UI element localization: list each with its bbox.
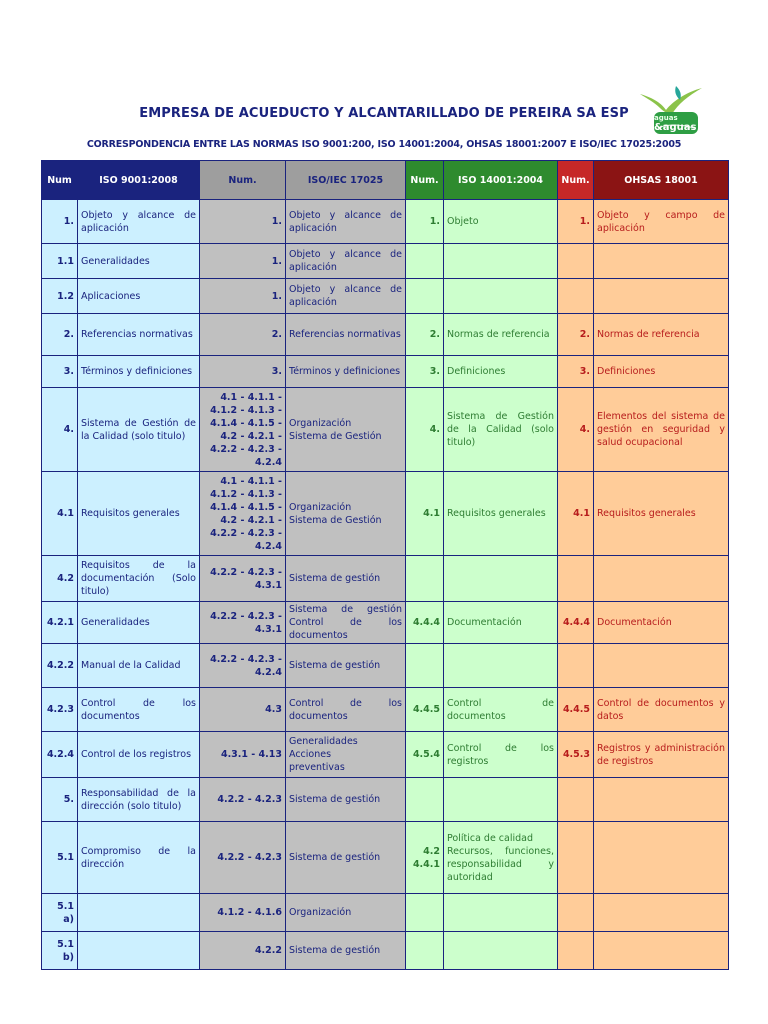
- cell-num-ohsas: [558, 778, 594, 822]
- cell-num-iec17025: [200, 472, 286, 556]
- cell-text: Manual de la Calidad: [81, 660, 181, 671]
- cell-iso9001: [78, 279, 200, 314]
- cell-text: Compromiso de la dirección: [81, 845, 196, 870]
- cell-num-ohsas: [558, 200, 594, 244]
- cell-text: Requisitos generales: [597, 508, 696, 519]
- cell-text: 4.1 - 4.1.1 - 4.1.2 - 4.1.3 - 4.1.4 - 4.1.5 - 4.2 - 4.2.1 - 4.2.2 - 4.2.3 - 4.2.4: [210, 475, 282, 552]
- cell-text: Elementos del sistema de gestión en seguridad y salud ocupacional: [597, 411, 725, 448]
- cell-text: Objeto y alcance de aplicación: [289, 284, 402, 308]
- correspondence-table: [41, 160, 729, 970]
- cell-num-iso14001: [406, 356, 444, 388]
- cell-num-iso14001: [406, 388, 444, 472]
- cell-iec17025: [286, 200, 406, 244]
- cell-iec17025: [286, 356, 406, 388]
- cell-text: Control de los registros: [447, 742, 554, 767]
- cell-num-iso14001: [406, 894, 444, 932]
- cell-num-iso9001: [42, 556, 78, 602]
- cell-text: 4.: [63, 424, 74, 435]
- table-row: [42, 602, 729, 644]
- table-row: [42, 356, 729, 388]
- cell-iso9001: [78, 822, 200, 894]
- cell-text: Organización Sistema de Gestión: [289, 417, 382, 442]
- cell-ohsas: [594, 388, 729, 472]
- table-row: [42, 388, 729, 472]
- header-num-iso14001: Num.: [406, 161, 444, 200]
- cell-text: Generalidades Acciones preventivas: [289, 736, 358, 773]
- cell-text: Objeto y alcance de aplicación: [289, 249, 402, 273]
- table-row: [42, 279, 729, 314]
- cell-text: 4.1: [57, 508, 74, 519]
- cell-num-iso9001: [42, 244, 78, 279]
- cell-iec17025: [286, 602, 406, 644]
- cell-num-iso9001: [42, 279, 78, 314]
- cell-num-iso14001: [406, 732, 444, 778]
- cell-num-iso14001: [406, 932, 444, 970]
- cell-num-iec17025: [200, 644, 286, 688]
- cell-text: 4.2.2 - 4.2.3 - 4.3.1: [210, 566, 282, 591]
- cell-num-iso14001: [406, 688, 444, 732]
- table-row: [42, 732, 729, 778]
- cell-num-ohsas: [558, 602, 594, 644]
- cell-num-ohsas: [558, 244, 594, 279]
- cell-iso9001: [78, 244, 200, 279]
- cell-text: Sistema de gestión Control de los documentos: [289, 604, 402, 641]
- cell-num-ohsas: [558, 732, 594, 778]
- cell-text: Definiciones: [597, 366, 656, 377]
- cell-text: 5.1 a): [57, 900, 74, 925]
- cell-text: Control de documentos y datos: [597, 697, 725, 722]
- cell-text: 2.: [429, 329, 440, 340]
- cell-text: 4.2.4: [46, 749, 74, 760]
- header-iso9001: ISO 9001:2008: [78, 161, 200, 200]
- cell-text: 2.: [579, 329, 590, 340]
- cell-text: Registros y administración de registros: [597, 742, 725, 767]
- cell-num-iec17025: [200, 200, 286, 244]
- cell-text: Sistema de gestión: [289, 794, 381, 805]
- cell-text: Normas de referencia: [447, 329, 550, 340]
- cell-text: 1.: [579, 216, 590, 227]
- cell-text: Sistema de gestión: [289, 660, 381, 671]
- cell-num-iso9001: [42, 314, 78, 356]
- cell-text: 4.5.4: [412, 749, 440, 760]
- cell-ohsas: [594, 932, 729, 970]
- cell-iec17025: [286, 688, 406, 732]
- cell-num-iso9001: [42, 388, 78, 472]
- cell-num-iec17025: [200, 894, 286, 932]
- cell-ohsas: [594, 688, 729, 732]
- cell-text: Control de los registros: [81, 749, 192, 760]
- cell-text: Requisitos generales: [81, 508, 180, 519]
- table-row: [42, 822, 729, 894]
- cell-text: Organización: [289, 907, 352, 918]
- cell-num-ohsas: [558, 894, 594, 932]
- logo-text-line2: &aguas: [654, 122, 697, 133]
- table-row: [42, 932, 729, 970]
- cell-text: 4.: [579, 424, 590, 435]
- cell-ohsas: [594, 556, 729, 602]
- cell-num-iec17025: [200, 932, 286, 970]
- cell-text: 5.: [63, 794, 74, 805]
- cell-num-ohsas: [558, 644, 594, 688]
- header-num-iec17025: Num.: [200, 161, 286, 200]
- logo-text-line1: aguas: [654, 114, 678, 122]
- cell-iso14001: [444, 894, 558, 932]
- cell-iso14001: [444, 602, 558, 644]
- cell-iec17025: [286, 314, 406, 356]
- cell-text: Objeto y alcance de aplicación: [81, 209, 196, 234]
- cell-num-ohsas: [558, 688, 594, 732]
- cell-num-iso14001: [406, 200, 444, 244]
- table-row: [42, 644, 729, 688]
- cell-ohsas: [594, 244, 729, 279]
- cell-iso9001: [78, 388, 200, 472]
- cell-text: Objeto: [447, 216, 479, 227]
- cell-text: 4.3: [265, 704, 282, 715]
- cell-text: Referencias normativas: [289, 329, 401, 340]
- cell-iso14001: [444, 688, 558, 732]
- cell-text: 4.2 4.4.1: [412, 845, 440, 870]
- cell-iec17025: [286, 822, 406, 894]
- cell-text: 2.: [63, 329, 74, 340]
- cell-text: 4.5.3: [562, 749, 590, 760]
- table-row: [42, 314, 729, 356]
- cell-text: 4.2.2: [46, 660, 74, 671]
- header-num-iso9001: Num: [42, 161, 78, 200]
- cell-num-iso9001: [42, 932, 78, 970]
- cell-text: 4.2: [57, 573, 74, 584]
- cell-text: 4.1.2 - 4.1.6: [217, 907, 282, 918]
- cell-iso14001: [444, 279, 558, 314]
- table-body: [42, 200, 729, 970]
- cell-num-iso14001: [406, 472, 444, 556]
- cell-num-ohsas: [558, 932, 594, 970]
- cell-ohsas: [594, 356, 729, 388]
- cell-num-iso9001: [42, 200, 78, 244]
- cell-text: 1.: [63, 216, 74, 227]
- cell-text: Términos y definiciones: [289, 366, 401, 377]
- cell-iec17025: [286, 472, 406, 556]
- cell-num-iso9001: [42, 732, 78, 778]
- cell-iso14001: [444, 644, 558, 688]
- cell-iec17025: [286, 556, 406, 602]
- cell-iso14001: [444, 244, 558, 279]
- cell-text: 4.1 - 4.1.1 - 4.1.2 - 4.1.3 - 4.1.4 - 4.1.5 - 4.2 - 4.2.1 - 4.2.2 - 4.2.3 - 4.2.4: [210, 391, 282, 468]
- cell-iso9001: [78, 644, 200, 688]
- cell-text: Aplicaciones: [81, 290, 141, 302]
- cell-text: Generalidades: [81, 255, 150, 267]
- cell-num-ohsas: [558, 279, 594, 314]
- cell-text: 1.: [271, 290, 282, 302]
- cell-iec17025: [286, 932, 406, 970]
- cell-ohsas: [594, 732, 729, 778]
- cell-num-iec17025: [200, 602, 286, 644]
- cell-num-iec17025: [200, 314, 286, 356]
- page-subtitle: CORRESPONDENCIA ENTRE LAS NORMAS ISO 9001:200, ISO 14001:2004, OHSAS 18001:2007 E ISO/IEC 17025:2005: [86, 139, 682, 150]
- cell-text: 4.2.2 - 4.2.3 - 4.2.4: [210, 653, 282, 678]
- cell-num-iec17025: [200, 732, 286, 778]
- cell-ohsas: [594, 472, 729, 556]
- cell-iso14001: [444, 472, 558, 556]
- cell-num-iso9001: [42, 778, 78, 822]
- table-row: [42, 688, 729, 732]
- cell-num-iso9001: [42, 356, 78, 388]
- cell-num-iso9001: [42, 688, 78, 732]
- cell-text: 4.2.1: [46, 617, 74, 628]
- cell-iso14001: [444, 822, 558, 894]
- cell-num-iso9001: [42, 644, 78, 688]
- cell-text: 1.: [271, 216, 282, 227]
- header-ohsas: OHSAS 18001: [594, 161, 729, 200]
- cell-text: Control de documentos: [447, 697, 554, 722]
- cell-num-iso14001: [406, 602, 444, 644]
- cell-iso14001: [444, 778, 558, 822]
- cell-text: Sistema de Gestión de la Calidad (solo titulo): [81, 417, 196, 442]
- cell-iec17025: [286, 644, 406, 688]
- cell-num-iso14001: [406, 556, 444, 602]
- table-row: [42, 556, 729, 602]
- cell-iso9001: [78, 778, 200, 822]
- cell-text: Generalidades: [81, 617, 150, 628]
- cell-num-iso14001: [406, 279, 444, 314]
- cell-iso9001: [78, 472, 200, 556]
- cell-text: Sistema de gestión: [289, 573, 381, 584]
- cell-text: 4.4.4: [562, 617, 590, 628]
- header-num-ohsas: Num.: [558, 161, 594, 200]
- cell-iso14001: [444, 388, 558, 472]
- cell-text: 5.1: [57, 852, 74, 863]
- cell-text: Control de los documentos: [81, 697, 196, 722]
- cell-text: Sistema de gestión: [289, 945, 381, 956]
- cell-text: 4.: [429, 424, 440, 435]
- cell-iec17025: [286, 244, 406, 279]
- cell-iec17025: [286, 894, 406, 932]
- cell-text: 4.4.5: [562, 704, 590, 715]
- cell-text: Normas de referencia: [597, 329, 700, 340]
- page-title: EMPRESA DE ACUEDUCTO Y ALCANTARILLADO DE PEREIRA SA ESP: [139, 106, 629, 121]
- cell-num-ohsas: [558, 556, 594, 602]
- cell-text: 3.: [429, 366, 440, 377]
- table-row: [42, 244, 729, 279]
- cell-text: 4.3.1 - 4.13: [220, 749, 282, 760]
- header-iso14001: ISO 14001:2004: [444, 161, 558, 200]
- cell-num-ohsas: [558, 472, 594, 556]
- cell-text: 5.1 b): [57, 938, 74, 963]
- cell-text: Objeto y alcance de aplicación: [289, 209, 402, 234]
- cell-num-iec17025: [200, 279, 286, 314]
- cell-ohsas: [594, 279, 729, 314]
- cell-num-iso9001: [42, 602, 78, 644]
- cell-text: Referencias normativas: [81, 329, 193, 340]
- cell-text: Responsabilidad de la dirección (solo titulo): [81, 787, 196, 812]
- cell-text: Términos y definiciones: [81, 366, 193, 377]
- cell-num-iso14001: [406, 244, 444, 279]
- cell-iso9001: [78, 894, 200, 932]
- cell-text: Definiciones: [447, 366, 506, 377]
- cell-num-iec17025: [200, 822, 286, 894]
- cell-num-iec17025: [200, 244, 286, 279]
- cell-num-iso9001: [42, 894, 78, 932]
- cell-num-iso14001: [406, 822, 444, 894]
- cell-ohsas: [594, 894, 729, 932]
- cell-num-ohsas: [558, 822, 594, 894]
- cell-iso14001: [444, 356, 558, 388]
- cell-iso14001: [444, 732, 558, 778]
- table-row: [42, 200, 729, 244]
- cell-text: Política de calidad Recursos, funciones, responsabilidad y autoridad: [447, 832, 554, 883]
- cell-text: Control de los documentos: [289, 697, 402, 722]
- cell-text: Documentación: [597, 617, 672, 628]
- cell-text: 3.: [271, 366, 282, 377]
- cell-text: 4.4.5: [412, 704, 440, 715]
- cell-iso14001: [444, 556, 558, 602]
- cell-iec17025: [286, 388, 406, 472]
- cell-num-iso9001: [42, 472, 78, 556]
- cell-text: 1.1: [57, 255, 74, 267]
- cell-iso9001: [78, 200, 200, 244]
- cell-text: 1.2: [57, 290, 74, 302]
- cell-text: 4.2.3: [46, 704, 74, 715]
- cell-ohsas: [594, 200, 729, 244]
- cell-text: 4.1: [573, 508, 590, 519]
- cell-text: 1.: [271, 255, 282, 267]
- cell-num-iec17025: [200, 688, 286, 732]
- cell-iso9001: [78, 314, 200, 356]
- cell-text: Requisitos generales: [447, 508, 546, 519]
- cell-iso9001: [78, 688, 200, 732]
- cell-text: 4.2.2 - 4.2.3 - 4.3.1: [210, 610, 282, 635]
- cell-num-iso14001: [406, 778, 444, 822]
- table-row: [42, 472, 729, 556]
- cell-iso9001: [78, 732, 200, 778]
- cell-text: Requisitos de la documentación (Solo titulo): [81, 560, 196, 597]
- cell-iec17025: [286, 279, 406, 314]
- cell-ohsas: [594, 822, 729, 894]
- cell-num-iec17025: [200, 388, 286, 472]
- table-row: [42, 778, 729, 822]
- cell-text: Sistema de Gestión de la Calidad (solo titulo): [447, 411, 554, 448]
- cell-num-ohsas: [558, 356, 594, 388]
- cell-iso9001: [78, 356, 200, 388]
- header-iec17025: ISO/IEC 17025: [286, 161, 406, 200]
- cell-num-ohsas: [558, 388, 594, 472]
- cell-text: Organización Sistema de Gestión: [289, 501, 382, 526]
- cell-ohsas: [594, 314, 729, 356]
- cell-text: Sistema de gestión: [289, 852, 381, 863]
- table-row: [42, 894, 729, 932]
- cell-num-iec17025: [200, 356, 286, 388]
- cell-text: 2.: [271, 329, 282, 340]
- cell-num-iso9001: [42, 822, 78, 894]
- cell-iso14001: [444, 932, 558, 970]
- cell-ohsas: [594, 602, 729, 644]
- cell-iso9001: [78, 932, 200, 970]
- cell-text: Documentación: [447, 617, 522, 628]
- cell-num-iso14001: [406, 314, 444, 356]
- cell-text: 4.2.2 - 4.2.3: [217, 794, 282, 805]
- cell-iso9001: [78, 556, 200, 602]
- cell-ohsas: [594, 778, 729, 822]
- cell-text: 4.1: [423, 508, 440, 519]
- cell-iec17025: [286, 732, 406, 778]
- cell-num-iec17025: [200, 556, 286, 602]
- cell-text: 4.2.2: [254, 945, 282, 956]
- cell-num-iso14001: [406, 644, 444, 688]
- cell-text: 3.: [579, 366, 590, 377]
- cell-num-iec17025: [200, 778, 286, 822]
- cell-iso9001: [78, 602, 200, 644]
- cell-text: 3.: [63, 366, 74, 377]
- cell-ohsas: [594, 644, 729, 688]
- cell-text: 4.4.4: [412, 617, 440, 628]
- cell-text: Objeto y campo de aplicación: [597, 209, 725, 234]
- table-header-row: [42, 161, 729, 200]
- cell-num-ohsas: [558, 314, 594, 356]
- cell-text: 1.: [429, 216, 440, 227]
- cell-iec17025: [286, 778, 406, 822]
- cell-text: 4.2.2 - 4.2.3: [217, 852, 282, 863]
- cell-iso14001: [444, 200, 558, 244]
- cell-iso14001: [444, 314, 558, 356]
